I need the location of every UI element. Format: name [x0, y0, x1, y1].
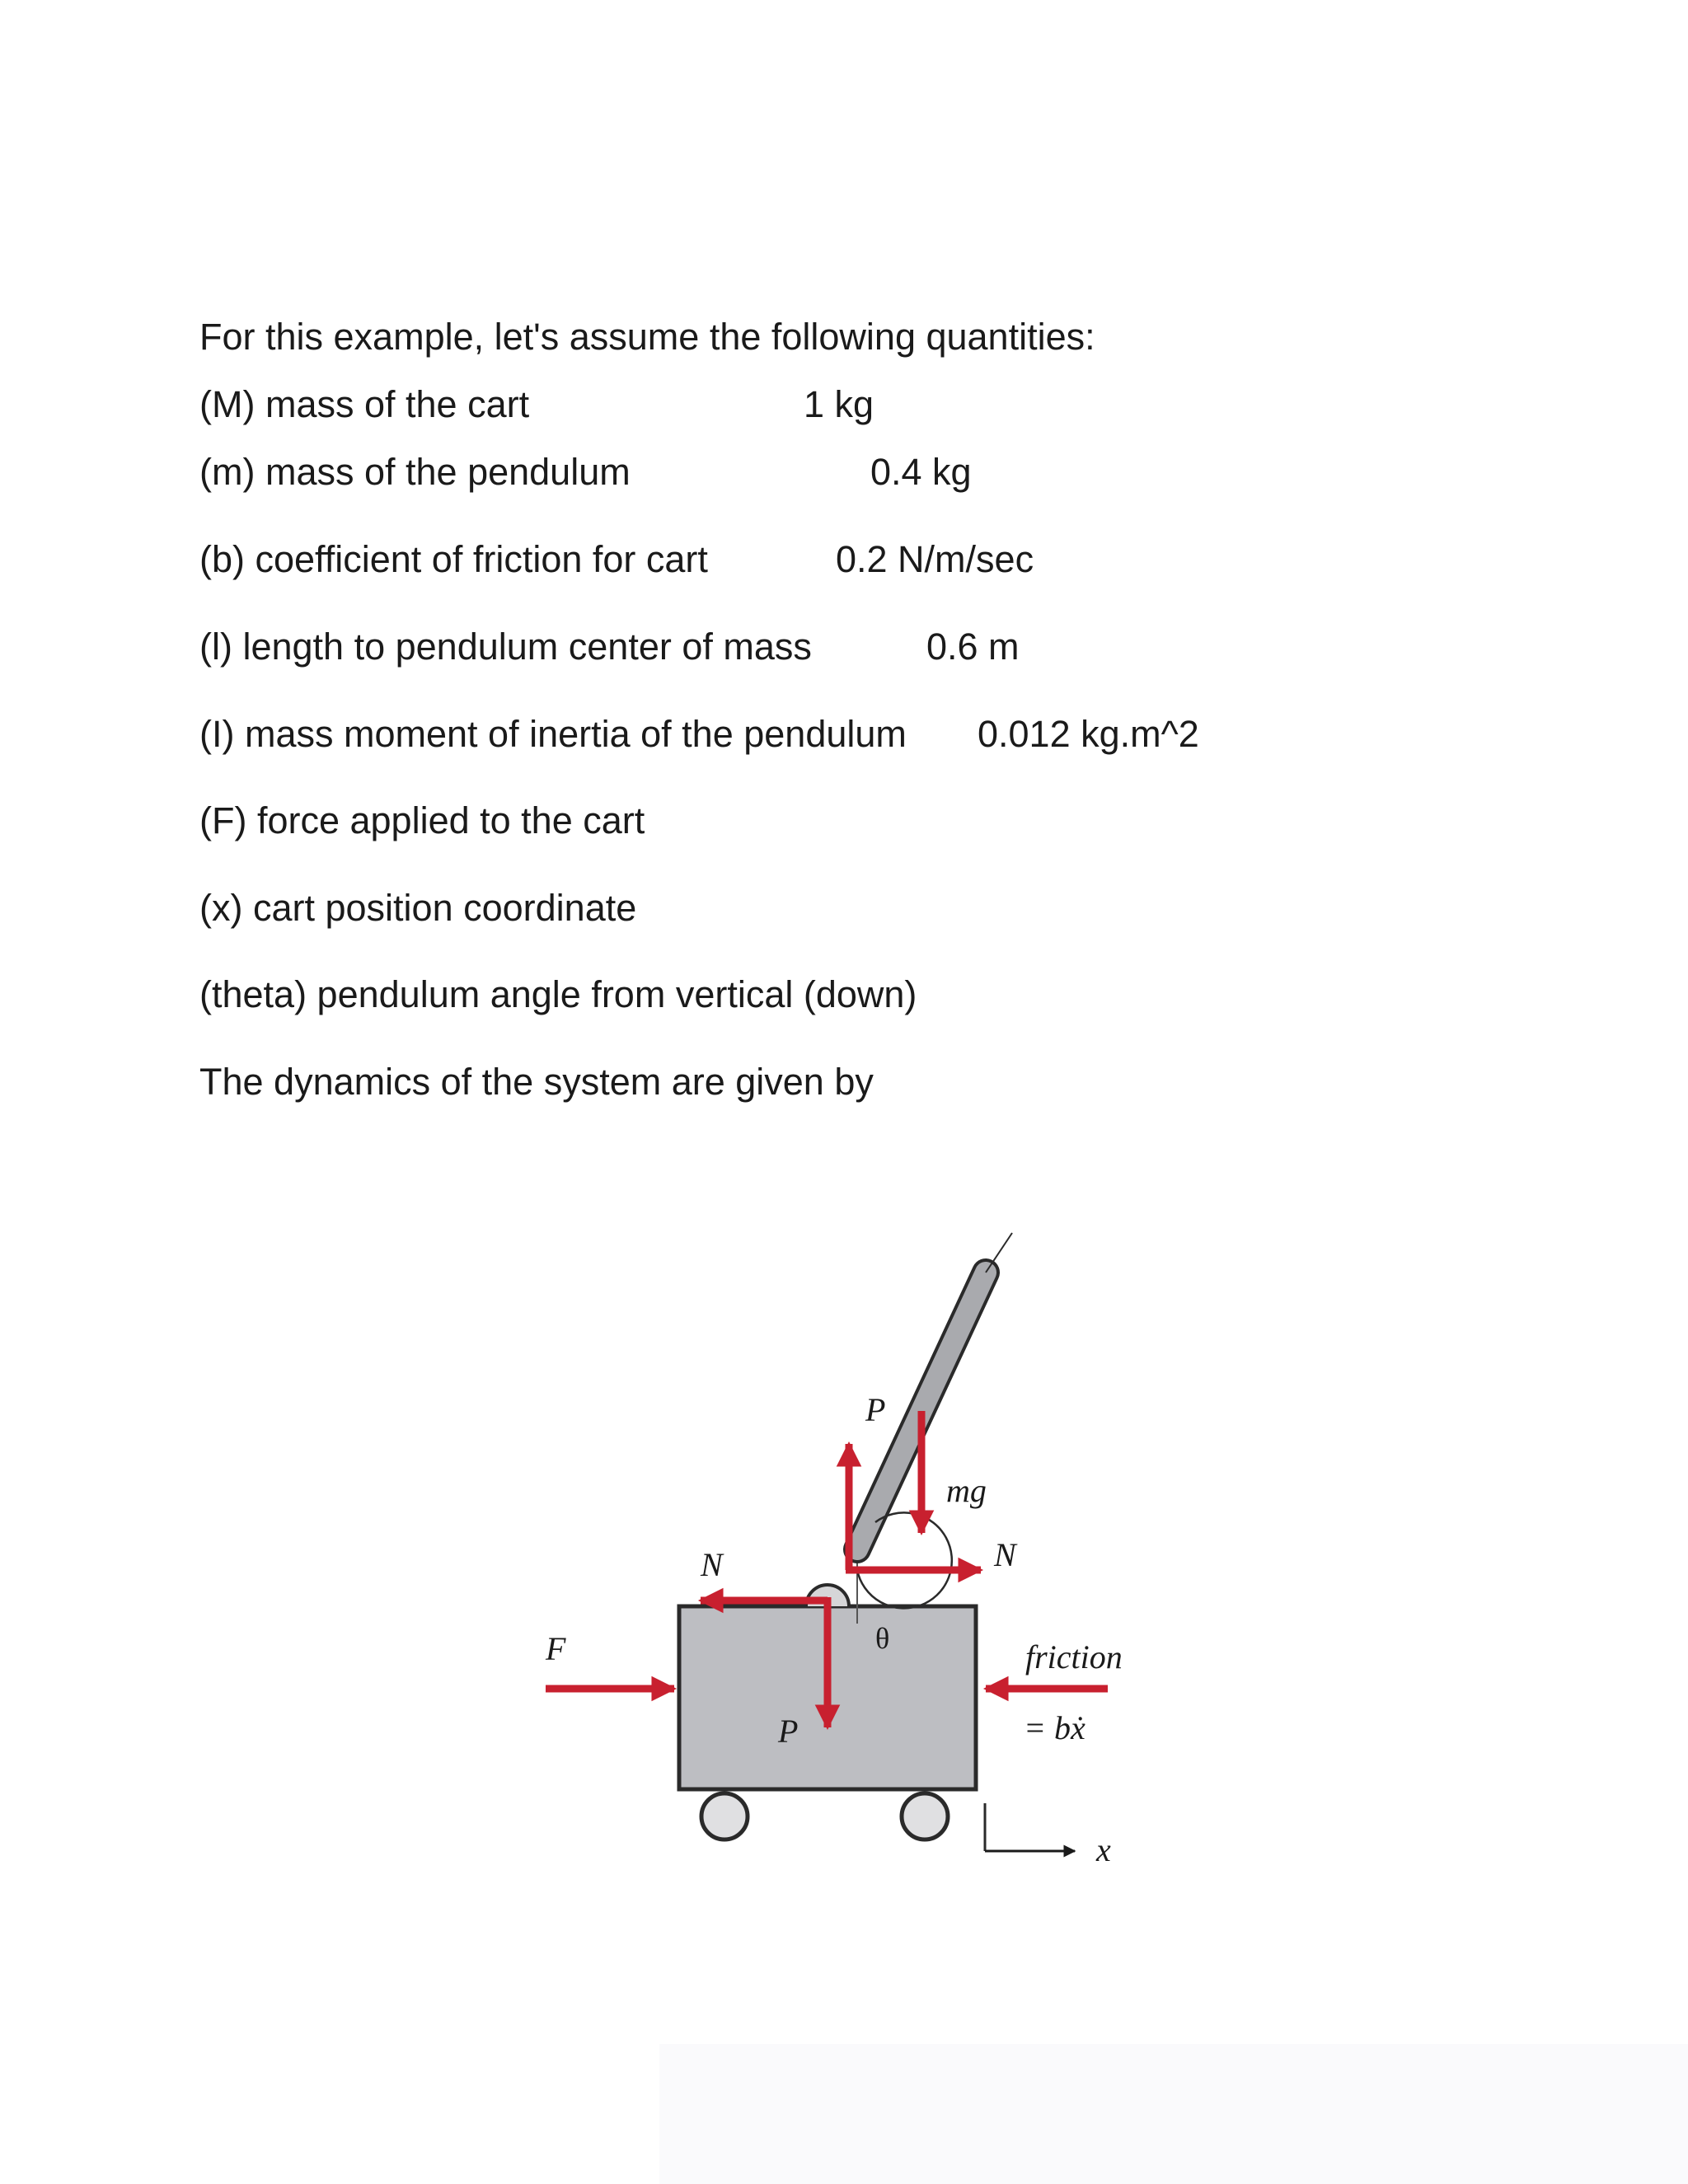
quantity-value-friction-coefficient: 0.2 N/m/sec — [836, 538, 1034, 580]
quantity-label-pendulum-mass: (m) mass of the pendulum — [199, 451, 631, 493]
quantity-value-cart-mass: 1 kg — [804, 383, 874, 425]
quantity-label-cart-position: (x) cart position coordinate — [199, 887, 637, 929]
left-wheel — [701, 1793, 748, 1840]
label-theta: θ — [875, 1622, 890, 1655]
quantity-label-theta: (theta) pendulum angle from vertical (down) — [199, 973, 917, 1015]
quantity-value-pendulum-mass: 0.4 kg — [870, 451, 972, 493]
quantity-label-cart-mass: (M) mass of the cart — [199, 383, 530, 425]
quantity-label-inertia: (I) mass moment of inertia of the pendulum — [199, 713, 907, 755]
label-P-top: P — [865, 1391, 886, 1428]
quantity-label-friction-coefficient: (b) coefficient of friction for cart — [199, 538, 708, 580]
label-N-left: N — [701, 1546, 723, 1583]
closing-text: The dynamics of the system are given by — [199, 1061, 874, 1103]
quantity-value-inertia: 0.012 kg.m^2 — [978, 713, 1199, 755]
label-F: F — [546, 1630, 566, 1667]
quantity-value-pendulum-length: 0.6 m — [926, 626, 1020, 668]
quantity-label-force: (F) force applied to the cart — [199, 799, 645, 841]
right-wheel — [902, 1793, 948, 1840]
label-N-right: N — [994, 1536, 1016, 1573]
intro-text: For this example, let's assume the following quantities: — [199, 316, 1095, 358]
label-x-axis: x — [1096, 1831, 1111, 1868]
label-friction-equation: = bẋ — [1024, 1709, 1085, 1746]
label-friction: friction — [1025, 1638, 1123, 1675]
quantity-label-pendulum-length: (l) length to pendulum center of mass — [199, 626, 812, 668]
label-mg: mg — [946, 1472, 987, 1509]
pendulum-axis-extension — [986, 1233, 1012, 1272]
label-P-bottom: P — [778, 1713, 799, 1750]
